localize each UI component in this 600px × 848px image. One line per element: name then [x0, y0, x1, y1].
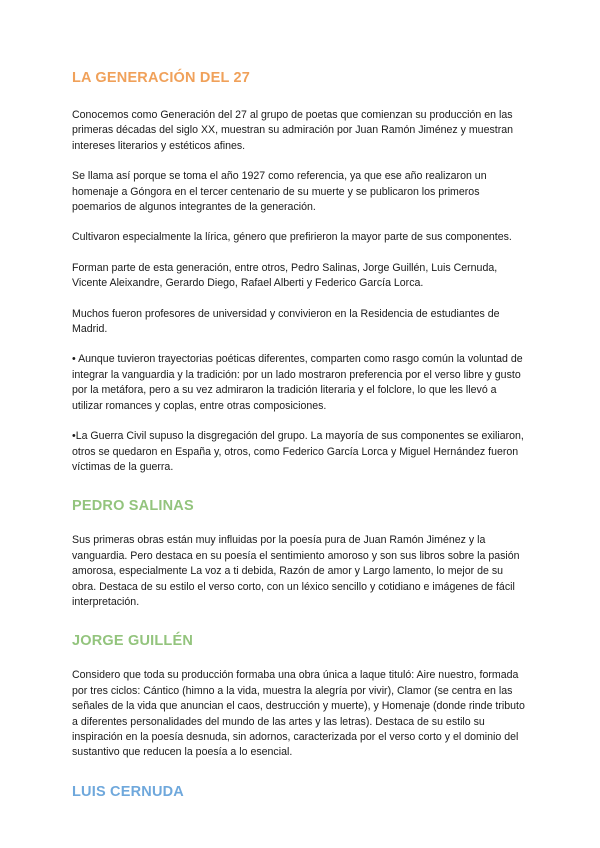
paragraph-vanguardia-tradicion: • Aunque tuvieron trayectorias poéticas diferentes, comparten como rasgo común la voluntad de integrar la vanguardia y la tradición: por un lado mostraron preferencia por el verso libre y gusto por la metáfora, pero a su vez admiraron la tradición literaria y el folclore, lo que les llevó a utilizar romances y coplas, entre otras composiciones. — [72, 353, 523, 412]
paragraph-guillen: Considero que toda su producción formaba una obra única a laque tituló: Aire nuestro, formada por tres ciclos: Cántico (himno a la vida, muestra la alegría por vivir), Clamor (se centra en las señales de la vida que anuncian el caos, destrucción y muerte), y Homenaje (donde rinde tributo a diferentes personalidades del mundo de las artes y las letras). Destaca de su estilo su inspiración en la poesía desnuda, sin adornos, caracterizada por el verso corto y el dominio del sustantivo que reducen la poesía a lo esencial. — [72, 669, 525, 759]
heading-luis-cernuda: LUIS CERNUDA — [72, 783, 184, 800]
paragraph-lirica: Cultivaron especialmente la lírica, género que prefirieron la mayor parte de sus componentes. — [72, 231, 512, 244]
paragraph-definicion: Conocemos como Generación del 27 al grupo de poetas que comienzan su producción en las primeras décadas del siglo XX, muestran su admiración por Juan Ramón Jiménez y muestran intereses literarios y estéticos afines. — [72, 109, 514, 152]
heading-jorge-guillen: JORGE GUILLÉN — [72, 633, 194, 650]
paragraph-salinas: Sus primeras obras están muy influidas por la poesía pura de Juan Ramón Jiménez y la vanguardia. Pero destaca en su poesía el sentimiento amoroso y son sus libros sobre la pasión amorosa, especialmente La voz a ti debida, Razón de amor y Largo lamento, lo mejor de su obra. Destaca de su estilo el verso corto, con un léxico sencillo y cotidiano e imágenes de fácil interpretación. — [72, 534, 520, 608]
paragraph-nombre: Se llama así porque se toma el año 1927 como referencia, ya que ese año realizaron un homenaje a Góngora en el tercer centenario de su muerte y se publicaron los primeros poemarios de algunos integrantes de la generación. — [72, 170, 487, 214]
heading-pedro-salinas: PEDRO SALINAS — [72, 498, 194, 515]
paragraph-guerra-civil: •La Guerra Civil supuso la disgregación del grupo. La mayoría de sus componentes se exiliaron, otros se quedaron en España y, otros, como Federico García Lorca y Miguel Hernández fueron víctimas de la guerra. — [72, 430, 524, 473]
paragraph-residencia: Muchos fueron profesores de universidad y convivieron en la Residencia de estudiantes de Madrid. — [72, 307, 500, 336]
paragraph-integrantes: Forman parte de esta generación, entre otros, Pedro Salinas, Jorge Guillén, Luis Cernuda, Vicente Aleixandre, Gerardo Diego, Rafael Alberti y Federico García Lorca. — [72, 261, 498, 290]
heading-generacion-27: LA GENERACIÓN DEL 27 — [72, 70, 251, 86]
